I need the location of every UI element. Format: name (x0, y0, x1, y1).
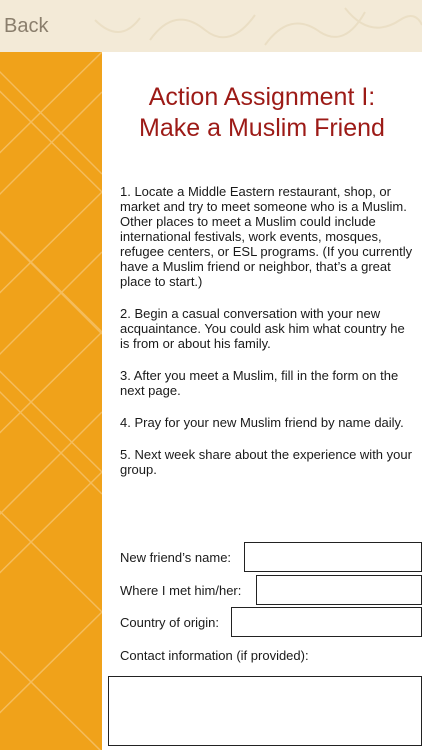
decorative-sidebar (0, 52, 102, 750)
navigation-bar (0, 0, 422, 53)
instruction-step-4: 4. Pray for your new Muslim friend by name daily. (120, 415, 404, 430)
country-of-origin-label: Country of origin: (120, 615, 219, 630)
friend-name-label: New friend’s name: (120, 550, 232, 565)
page-title (102, 82, 422, 144)
nav-bar-pattern (0, 0, 422, 52)
title-line-1: Action Assignment I: (148, 83, 376, 111)
instruction-step-1: 1. Locate a Middle Eastern restaurant, shop, or market and try to meet someone who is a Muslim. Other places to meet a Muslim could include international festivals, work events, mosques, refugee centers, or ESL programs. (If you currently have a Muslim friend or neighbor, that’s a great place to start.) (120, 184, 413, 289)
country-of-origin-field[interactable] (231, 607, 422, 637)
back-button[interactable]: Back (4, 15, 49, 37)
instruction-step-3: 3. After you meet a Muslim, fill in the form on the next page. (120, 368, 399, 398)
instruction-step-2: 2. Begin a casual conversation with your new acquaintance. You could ask him what country he is from or about his family. (120, 306, 405, 351)
contact-information-label: Contact information (if provided): (120, 648, 309, 663)
instruction-step-5: 5. Next week share about the experience with your group. (120, 447, 412, 477)
friend-name-field[interactable] (244, 542, 422, 572)
where-met-label: Where I met him/her: (120, 583, 242, 598)
contact-information-field[interactable] (108, 676, 422, 746)
lattice-pattern (0, 52, 102, 750)
assignment-page (102, 52, 422, 750)
where-met-field[interactable] (256, 575, 422, 605)
title-line-2: Make a Muslim Friend (139, 114, 385, 142)
instructions-list (120, 184, 416, 494)
